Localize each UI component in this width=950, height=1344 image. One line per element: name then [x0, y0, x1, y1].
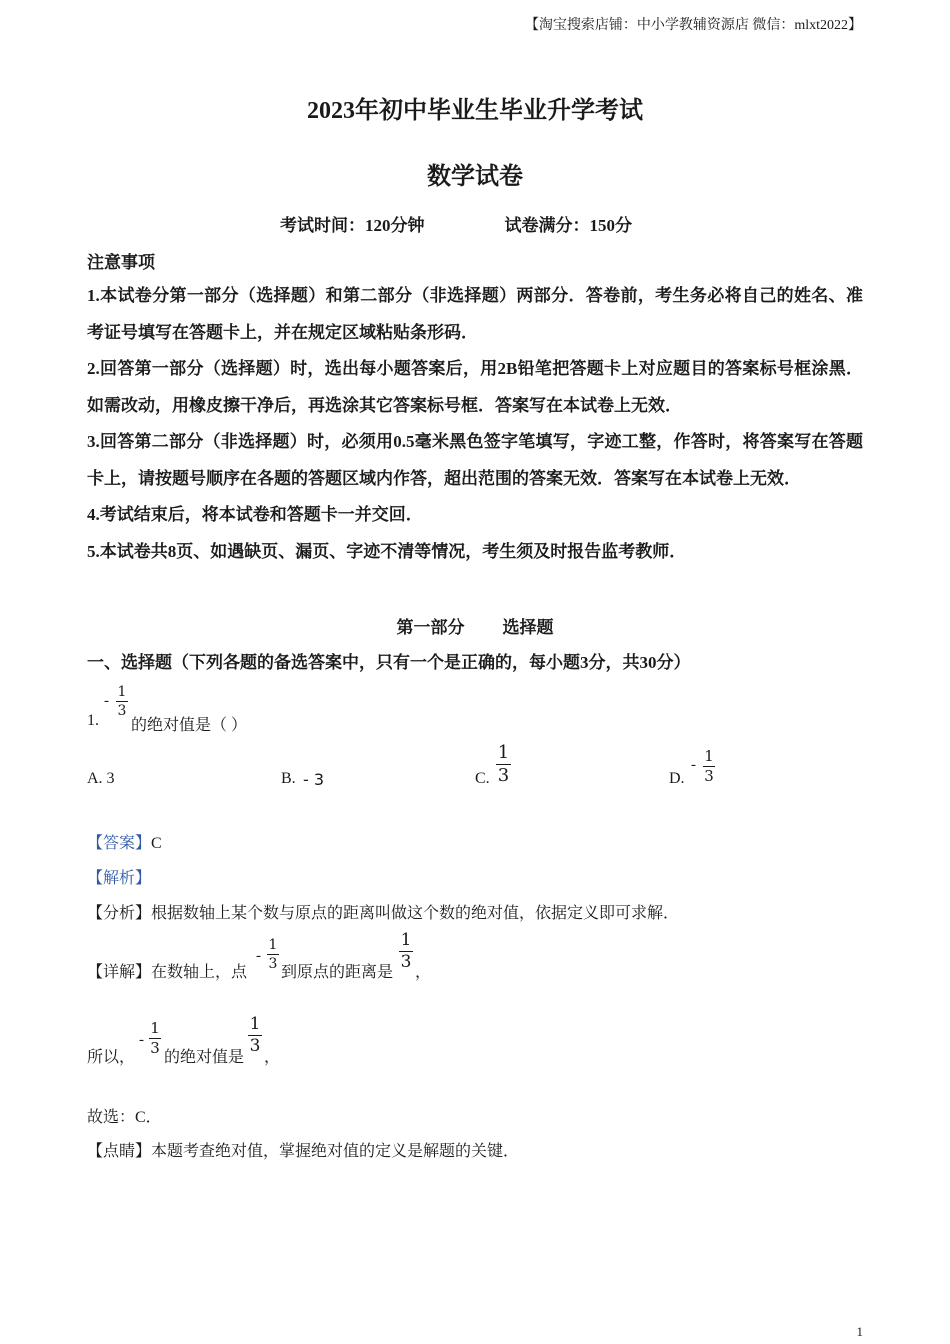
- option-b-value: - 3: [303, 770, 325, 789]
- minus-sign: -: [104, 693, 109, 709]
- exam-meta: [280, 211, 632, 236]
- part-heading: 一、选择题（下列各题的备选答案中，只有一个是正确的，每小题3分，共30分）: [87, 653, 691, 672]
- option-c-label: C.: [475, 770, 490, 787]
- fraction-one-third: [248, 1016, 262, 1055]
- option-d-fraction: [703, 749, 715, 784]
- fraction-numerator: 1: [117, 684, 127, 700]
- fraction-denominator: 3: [268, 956, 278, 972]
- analysis-tag: 【解析】: [87, 870, 152, 887]
- fraction-one-third: [267, 938, 279, 971]
- therefore-prefix: 所以，: [87, 1049, 136, 1066]
- therefore-end: ，: [264, 1049, 281, 1066]
- fraction-one-third: [399, 932, 413, 971]
- fraction-denominator: 3: [117, 703, 127, 719]
- exam-title: 2023年初中毕业生毕业升学考试: [307, 98, 643, 124]
- fraction-one-third: [116, 685, 128, 718]
- fraction-numerator: 1: [249, 1014, 261, 1034]
- therefore-middle: 的绝对值是: [164, 1049, 245, 1066]
- fraction-numerator: 1: [400, 930, 412, 950]
- minus-sign: -: [256, 948, 261, 964]
- notice-heading: 注意事项: [87, 253, 155, 272]
- question-stem: 的绝对值是（ ）: [131, 717, 248, 734]
- fraction-denominator: 3: [704, 767, 714, 785]
- section-name: 选择题: [502, 618, 554, 637]
- fraction-numerator: 1: [150, 1019, 160, 1037]
- option-b-label: B.: [281, 770, 296, 787]
- notice-item: 1.本试卷分第一部分（选择题）和第二部分（非选择题）两部分．答卷前，考生务必将自己的姓名、准考证号填写在答题卡上，并在规定区域粘贴条形码．: [87, 286, 863, 342]
- page-number: 1: [856, 1324, 863, 1339]
- detail-end: ，: [415, 964, 432, 981]
- question-number: 1.: [87, 712, 99, 729]
- detail-middle: 到原点的距离是: [281, 964, 394, 981]
- option-c-fraction: [496, 744, 511, 785]
- notice-list: [87, 278, 863, 570]
- exam-subtitle: 数学试卷: [427, 164, 523, 190]
- minus-sign: -: [691, 757, 696, 773]
- fraction-one-third: [149, 1021, 161, 1056]
- option-a: A. 3: [87, 770, 115, 787]
- notice-item: 3.回答第二部分（非选择题）时，必须用0.5毫米黑色签字笔填写，字迹工整，作答时，将答案写在答题卡上，请按题号顺序在各题的答题区域内作答，超出范围的答案无效．答案写在本试卷上无效．: [87, 432, 863, 488]
- section-part: 第一部分: [396, 618, 465, 637]
- fraction-numerator: 1: [497, 742, 510, 763]
- fraction-numerator: 1: [268, 937, 278, 953]
- section-heading: [0, 613, 950, 638]
- notice-item: 4.考试结束后，将本试卷和答题卡一并交回．: [87, 505, 423, 524]
- answer-value: C: [151, 835, 162, 852]
- notice-item: 2.回答第一部分（选择题）时，选出每小题答案后，用2B铅笔把答题卡上对应题目的答案标号框涂黑．如需改动，用橡皮擦干净后，再选涂其它答案标号框．答案写在本试卷上无效．: [87, 359, 863, 415]
- choose-line: 故选：C．: [87, 1109, 162, 1126]
- answer-tag: 【答案】: [87, 835, 152, 852]
- header-note: 【淘宝搜索店铺：中小学教辅资源店 微信：mlxt2022】: [524, 18, 862, 33]
- fraction-numerator: 1: [704, 747, 714, 765]
- option-d-label: D.: [669, 770, 685, 787]
- notice-item: 5.本试卷共8页、如遇缺页、漏页、字迹不清等情况，考生须及时报告监考教师．: [87, 541, 687, 561]
- fraction-denominator: 3: [249, 1036, 261, 1056]
- fraction-denominator: 3: [497, 765, 510, 786]
- answer-line: [87, 830, 162, 853]
- fraction-denominator: 3: [400, 952, 412, 972]
- exam-time: 考试时间：120分钟: [280, 216, 425, 235]
- comment-line: 【点睛】本题考查绝对值，掌握绝对值的定义是解题的关键．: [87, 1143, 520, 1160]
- exam-score: 试卷满分：150分: [504, 216, 632, 235]
- analysis-text: 【分析】根据数轴上某个数与原点的距离叫做这个数的绝对值，依据定义即可求解．: [87, 905, 680, 922]
- minus-sign: -: [139, 1032, 144, 1048]
- detail-prefix: 【详解】在数轴上，点: [87, 964, 248, 981]
- fraction-denominator: 3: [150, 1039, 160, 1057]
